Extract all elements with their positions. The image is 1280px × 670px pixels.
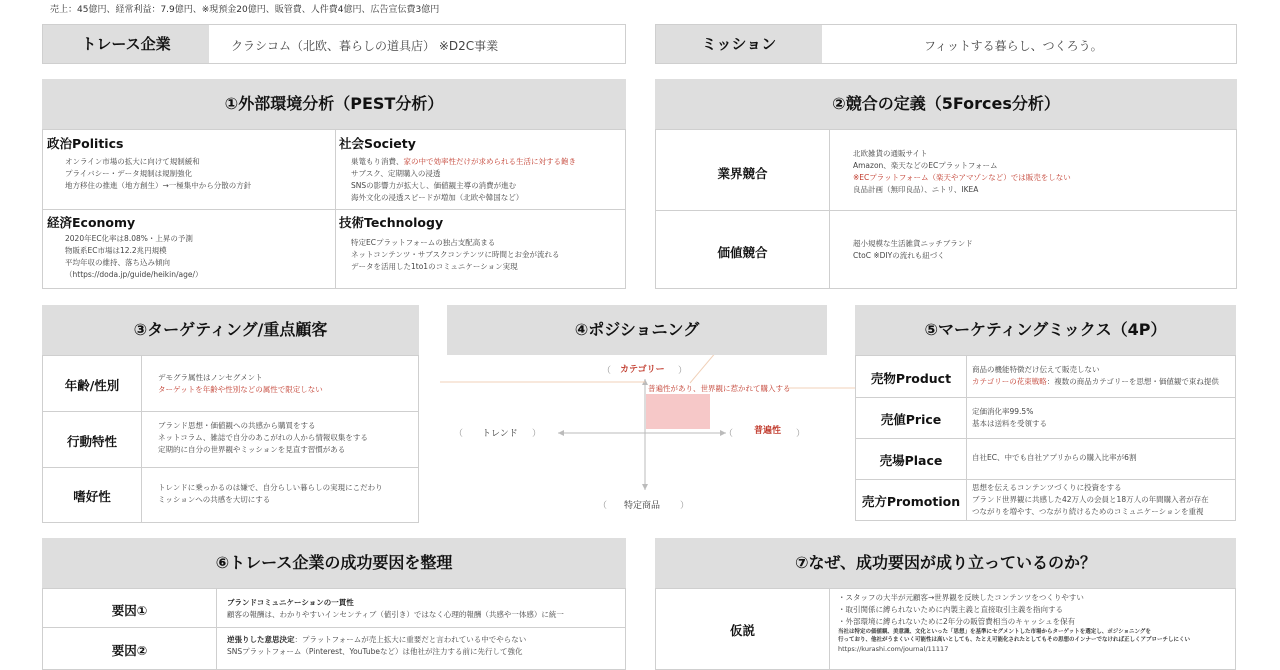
- preference-detail: トレンドに乗っかるのは嫌で、自分らしい暮らしの実現にこだわり ミッションへの共感を大切にする: [158, 483, 383, 504]
- technology-line: 特定ECプラットフォームの独占支配高まる: [351, 238, 496, 247]
- society-heading: 社会Society: [339, 136, 416, 151]
- forces-grid: [655, 129, 1237, 289]
- product-detail: 商品の機能特徴だけ伝えて販売しない カテゴリーの花束戦略：複数の商品カテゴリーを思想・価値観で束ね提供: [972, 365, 1219, 386]
- trace-company-value: クラシコム（北欧、暮らしの道具店） ※D2C事業: [231, 39, 499, 53]
- mission-label: ミッション: [656, 25, 822, 63]
- success-grid: [42, 588, 626, 670]
- preference-label: 嗜好性: [73, 489, 111, 504]
- positioning-bottom-close: ）: [680, 501, 690, 511]
- marketing-grid: [855, 355, 1236, 521]
- technology-line: ネットコンテンツ・サブスクコンテンツに時間とお金が流れる: [351, 250, 560, 259]
- positioning-right-label: 普遍性: [754, 426, 782, 436]
- society-line: 巣篭もり消費、家の中で効率性だけが求められる生活に対する飽き: [351, 157, 576, 166]
- arrow-left-icon: [558, 430, 564, 436]
- targeting-title: ③ターゲティング/重点顧客: [42, 305, 419, 355]
- pest-technology: [339, 213, 623, 273]
- forces-title: ②競合の定義（5Forces分析）: [655, 79, 1237, 129]
- product-label: 売物Product: [870, 371, 952, 386]
- positioning-top-close: ）: [678, 366, 688, 376]
- positioning-left-label: トレンド: [482, 429, 518, 439]
- positioning-top-open: （: [602, 366, 612, 376]
- value-competitor-label: 価値競合: [717, 245, 768, 260]
- marketing-divider-h3: [856, 479, 1235, 480]
- positioning-top-label: カテゴリー: [620, 365, 665, 375]
- positioning-left-open: （: [454, 429, 464, 439]
- mission-box: [655, 24, 1237, 64]
- age-gender-label: 年齢/性別: [64, 378, 120, 393]
- positioning-right-close: ）: [796, 429, 806, 439]
- positioning-note: 普遍性があり、世界観に惹かれて購入する: [648, 384, 791, 393]
- why-grid: [655, 588, 1236, 670]
- factor-2-detail: 逆張りした意思決定：プラットフォームが売上拡大に重要だと言われている中でやらない SNSプラットフォーム（Pinterest、YouTubeなど）は他社が注力する前に先行して強化: [227, 635, 527, 656]
- trace-company-box: [42, 24, 626, 64]
- marketing-divider-h2: [856, 438, 1235, 439]
- industry-competitor-label: 業界競合: [717, 166, 768, 181]
- targeting-divider-h1: [43, 411, 418, 412]
- pest-politics: [47, 134, 331, 192]
- promotion-label: 売方Promotion: [861, 494, 961, 509]
- promotion-detail: 思想を伝えるコンテンツづくりに投資をする ブランド世界観に共感した42万人の会員と18万人の年間購入者が存在 つながりを増やす、つながり続けるためのコミュニケーションを重視: [972, 483, 1209, 516]
- why-title: ⑦なぜ、成功要因が成り立っているのか？: [655, 538, 1236, 588]
- positioning-left-close: ）: [532, 429, 542, 439]
- economy-line: 物販系EC市場は12.2兆円規模: [65, 246, 167, 255]
- hypothesis-label: 仮説: [729, 623, 755, 638]
- politics-line: 地方移住の推進（地方創生）→一極集中から分散の方針: [65, 181, 252, 190]
- targeting-grid: [42, 355, 419, 523]
- factor-1-label: 要因①: [111, 603, 148, 618]
- behavior-label: 行動特性: [66, 434, 117, 449]
- marketing-divider-h1: [856, 397, 1235, 398]
- society-line: サブスク、定期購入の浸透: [351, 169, 441, 178]
- positioning-map: [440, 355, 860, 525]
- why-divider-v: [829, 589, 830, 669]
- pointer-line-diagonal: [690, 355, 840, 383]
- arrow-down-icon: [642, 484, 648, 490]
- behavior-detail: ブランド思想・価値観への共感から購買をする ネットコラム、雑誌で自分のあこがれの人から情報収集をする 定期的に自分の世界観やミッションを見直す習慣がある: [158, 421, 368, 454]
- forces-divider-v: [829, 130, 830, 288]
- price-label: 売値Price: [880, 412, 942, 427]
- factor-1-detail: ブランドコミュニケーションの一貫性 顧客の報酬は、わかりやすいインセンティブ（値引き）ではなく心理的報酬（共感や一体感）に統一: [227, 598, 564, 619]
- place-label: 売場Place: [879, 453, 943, 468]
- success-divider-h: [43, 627, 625, 628]
- trace-company-label: トレース企業: [43, 25, 209, 63]
- positioning-bottom-label: 特定商品: [624, 501, 661, 511]
- pest-society: [339, 134, 623, 204]
- marketing-title: ⑤マーケティングミックス（4P）: [855, 305, 1236, 355]
- forces-divider-h: [656, 210, 1236, 211]
- hypothesis-detail: ・スタッフの大半が元顧客→世界観を反映したコンテンツをつくりやすい ・取引関係に縛られないために内製主義と直接取引主義を指向する ・外部環境に縛られないために2年分の販管費相当のキャッシュを保有 当社は特定の価値観、美意識、文化といった「思想」を基準にセグメントした市場からターゲットを選定し、ポジショニングを 行っており、他社がうまくいく可能性は高いとしても、たとえ可能化されたとしてもその思想のインナーでなければ正しくアプローチしにくい https://kurashi.com/journal/11117: [838, 593, 1191, 653]
- pest-grid: [42, 129, 626, 289]
- politics-line: プライバシー・データ規制は規制強化: [65, 169, 193, 178]
- industry-competitor-detail: 北欧雑貨の通販サイト Amazon、楽天などのECプラットフォーム ※ECプラットフォーム（楽天やアマゾンなど）では販売をしない 良品計画（無印良品）、ニトリ、IKEA: [853, 149, 1071, 194]
- positioning-title: ④ポジショニング: [447, 305, 827, 355]
- positioning-bottom-open: （: [598, 501, 608, 511]
- mission-value: フィットする暮らし、つくろう。: [924, 39, 1103, 53]
- success-title: ⑥トレース企業の成功要因を整理: [42, 538, 626, 588]
- society-line: SNSの影響力が拡大し、価値観主導の消費が進む: [351, 181, 517, 190]
- targeting-divider-v: [141, 356, 142, 522]
- price-detail: 定価消化率99.5% 基本は送料を受領する: [972, 407, 1047, 428]
- pest-economy: [47, 213, 331, 281]
- position-marker: [646, 394, 710, 429]
- positioning-right-open: （: [724, 429, 734, 439]
- economy-heading: 経済Economy: [47, 215, 136, 230]
- economy-line: 2020年EC化率は8.08%・上昇の予測: [65, 234, 193, 243]
- success-divider-v: [216, 589, 217, 669]
- factor-2-label: 要因②: [111, 643, 148, 658]
- society-line: 海外文化の浸透スピードが増加（北欧や韓国など）: [351, 193, 524, 202]
- value-competitor-detail: 超小規模な生活雑貨ニッチブランド CtoC ※DIYの流れも紐づく: [853, 239, 973, 260]
- pest-divider-h: [43, 209, 625, 210]
- age-gender-detail: デモグラ属性はノンセグメント ターゲットを年齢や性別などの属性で限定しない: [158, 373, 323, 394]
- politics-heading: 政治Politics: [47, 136, 124, 151]
- pest-title: ①外部環境分析（PEST分析）: [42, 79, 626, 129]
- technology-heading: 技術Technology: [339, 215, 444, 230]
- targeting-divider-h2: [43, 467, 418, 468]
- top-note: 売上：45億円、経常利益：7.9億円、※現預金20億円、販管費、人件費4億円、広告宣伝費3億円: [50, 5, 440, 15]
- economy-line: （https://doda.jp/guide/heikin/age/）: [65, 270, 203, 279]
- politics-line: オンライン市場の拡大に向けて規制緩和: [65, 157, 200, 166]
- economy-line: 平均年収の維持、落ち込み傾向: [65, 258, 170, 267]
- place-detail: 自社EC、中でも自社アプリからの購入比率が6割: [972, 453, 1137, 462]
- technology-line: データを活用した1to1のコミュニケーション実現: [351, 262, 518, 271]
